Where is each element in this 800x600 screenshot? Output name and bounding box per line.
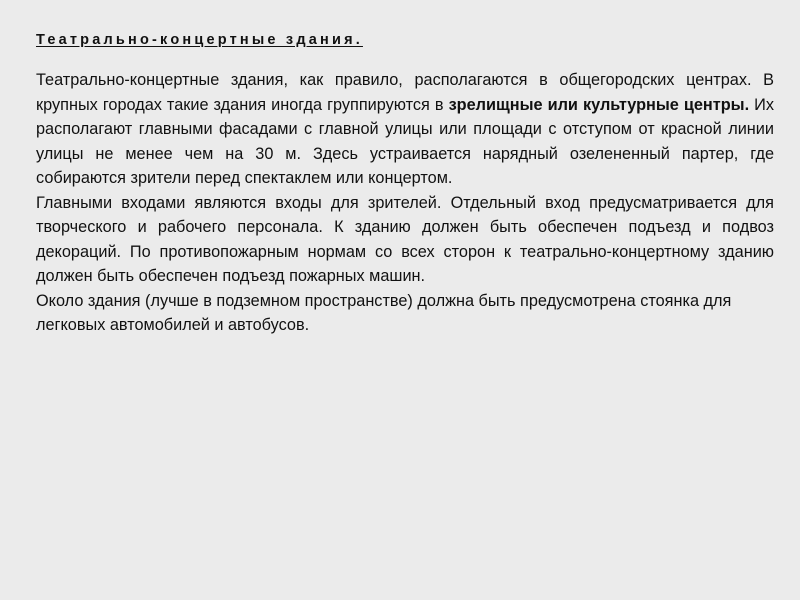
document-body bbox=[36, 68, 774, 338]
paragraph-location-text-start: Театрально-концертные здания, как правило, располагаются в общегородских центрах. В крупных городах такие здания иногда группируются в bbox=[36, 71, 774, 114]
paragraph-location-bold-phrase: зрелищные или культурные центры. bbox=[448, 95, 750, 114]
paragraph-entrances: Главными входами являются входы для зрителей. Отдельный вход предусматривается для творческого и рабочего персонала. К зданию должен быть обеспечен подъезд и подвоз декораций. По противопожарным нормам со всех сторон к театрально-концертному зданию должен быть обеспечен подъезд пожарных машин. bbox=[36, 193, 774, 285]
document-title: Театрально-концертные здания. bbox=[36, 32, 363, 48]
paragraph-parking: Около здания (лучше в подземном пространстве) должна быть предусмотрена стоянка для легковых автомобилей и автобусов. bbox=[36, 291, 732, 334]
paragraph-location-text-end: Их располагают главными фасадами с главной улицы или площади с отступом от красной линии улицы не менее чем на 30 м. Здесь устраивается нарядный озелененный партер, где собираются зрители перед спектаклем или концертом. bbox=[36, 95, 774, 187]
paragraph-location bbox=[36, 68, 774, 191]
